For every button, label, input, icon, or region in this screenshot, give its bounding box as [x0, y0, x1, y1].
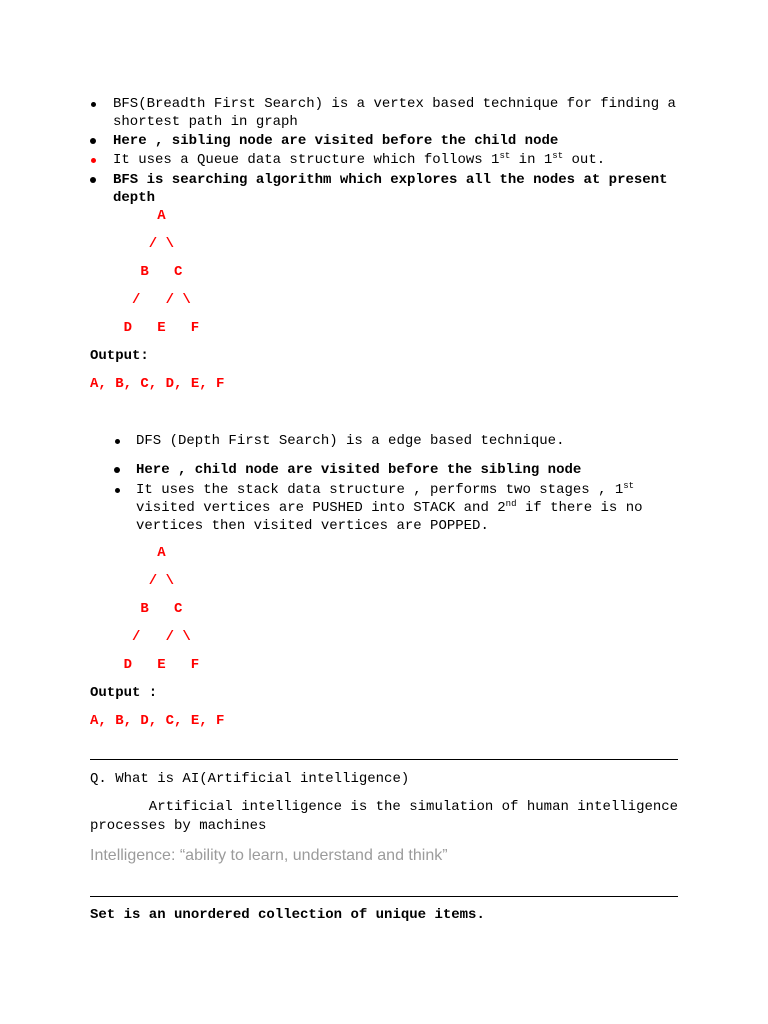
bfs-bullet-list [113, 95, 693, 207]
tree-edge-a-b: / [148, 573, 158, 589]
tree-edge-a-c: \ [165, 573, 174, 589]
bullet-icon [91, 102, 96, 107]
set-statement: Set is an unordered collection of unique items. [90, 907, 485, 923]
dfs-item-text: DFS (Depth First Search) is a edge based technique. [136, 433, 565, 449]
tree-edge-c-f: \ [182, 292, 191, 308]
dfs-output-label: Output : [90, 685, 158, 701]
dfs-item-text: visited vertices are PUSHED into STACK and 2 [136, 500, 506, 516]
tree-node-f: F [190, 320, 200, 336]
tree-node-e: E [157, 657, 166, 673]
tree-edge-b-d: / [132, 629, 141, 645]
dfs-item-stack [136, 481, 680, 535]
bfs-item-text: Here , sibling node are visited before the child node [113, 133, 559, 149]
tree-node-f: F [190, 657, 200, 673]
bullet-icon [91, 158, 96, 163]
tree-node-c: C [174, 264, 183, 280]
tree-edge-a-b: / [148, 236, 158, 252]
bfs-item-searching [113, 171, 693, 207]
horizontal-divider [90, 896, 678, 897]
bullet-icon [115, 488, 120, 493]
tree-edge-c-f: \ [182, 629, 191, 645]
tree-node-c: C [174, 601, 183, 617]
ai-question: Q. What is AI(Artificial intelligence) [90, 771, 410, 787]
superscript: st [552, 151, 564, 161]
ai-answer-paragraph: Artificial intelligence is the simulation of human intelligence processes by machines [90, 799, 679, 834]
bullet-icon [114, 467, 120, 473]
bfs-output-label: Output: [90, 348, 149, 364]
tree-node-b: B [140, 264, 149, 280]
horizontal-divider [90, 759, 678, 760]
tree-edge-a-c: \ [165, 236, 174, 252]
bfs-item-text: It uses a Queue data structure which follows 1 [113, 152, 500, 168]
dfs-item-text: Here , child node are visited before the sibling node [136, 462, 582, 478]
dfs-bullet-list [136, 432, 680, 535]
bfs-item-text: out. [563, 152, 606, 168]
bullet-icon [115, 439, 120, 444]
tree-node-a: A [157, 208, 166, 224]
tree-edge-c-e: / [165, 292, 174, 308]
bfs-item-text: BFS(Breadth First Search) is a vertex based technique for finding a shortest path in graph [113, 96, 676, 130]
superscript: st [499, 151, 511, 161]
dfs-output-value: A, B, D, C, E, F [90, 713, 225, 729]
dfs-item-text: if there is no vertices then visited vertices are POPPED. [136, 500, 643, 534]
dfs-tree-diagram [90, 544, 210, 684]
intelligence-definition: Intelligence: “ability to learn, understand and think” [90, 847, 448, 864]
bfs-item-text: BFS is searching algorithm which explores all the nodes at present depth [113, 172, 668, 206]
bfs-item-queue [113, 151, 693, 169]
dfs-item-text: It uses the stack data structure , performs two stages , 1 [136, 482, 624, 498]
tree-edge-c-e: / [165, 629, 174, 645]
bfs-item-sibling-order [113, 132, 693, 150]
tree-node-d: D [123, 657, 132, 673]
bfs-item-text: in 1 [510, 152, 553, 168]
tree-node-e: E [157, 320, 166, 336]
tree-node-a: A [157, 545, 166, 561]
bfs-item-definition [113, 95, 693, 131]
dfs-item-definition [136, 432, 680, 450]
superscript: st [623, 481, 635, 491]
superscript: nd [505, 499, 517, 509]
dfs-item-child-order [136, 461, 680, 479]
bfs-output-value: A, B, C, D, E, F [90, 376, 225, 392]
bullet-icon [90, 138, 96, 144]
tree-edge-b-d: / [132, 292, 141, 308]
tree-node-d: D [123, 320, 132, 336]
bullet-icon [90, 177, 96, 183]
bfs-tree-diagram [90, 207, 210, 347]
tree-node-b: B [140, 601, 149, 617]
